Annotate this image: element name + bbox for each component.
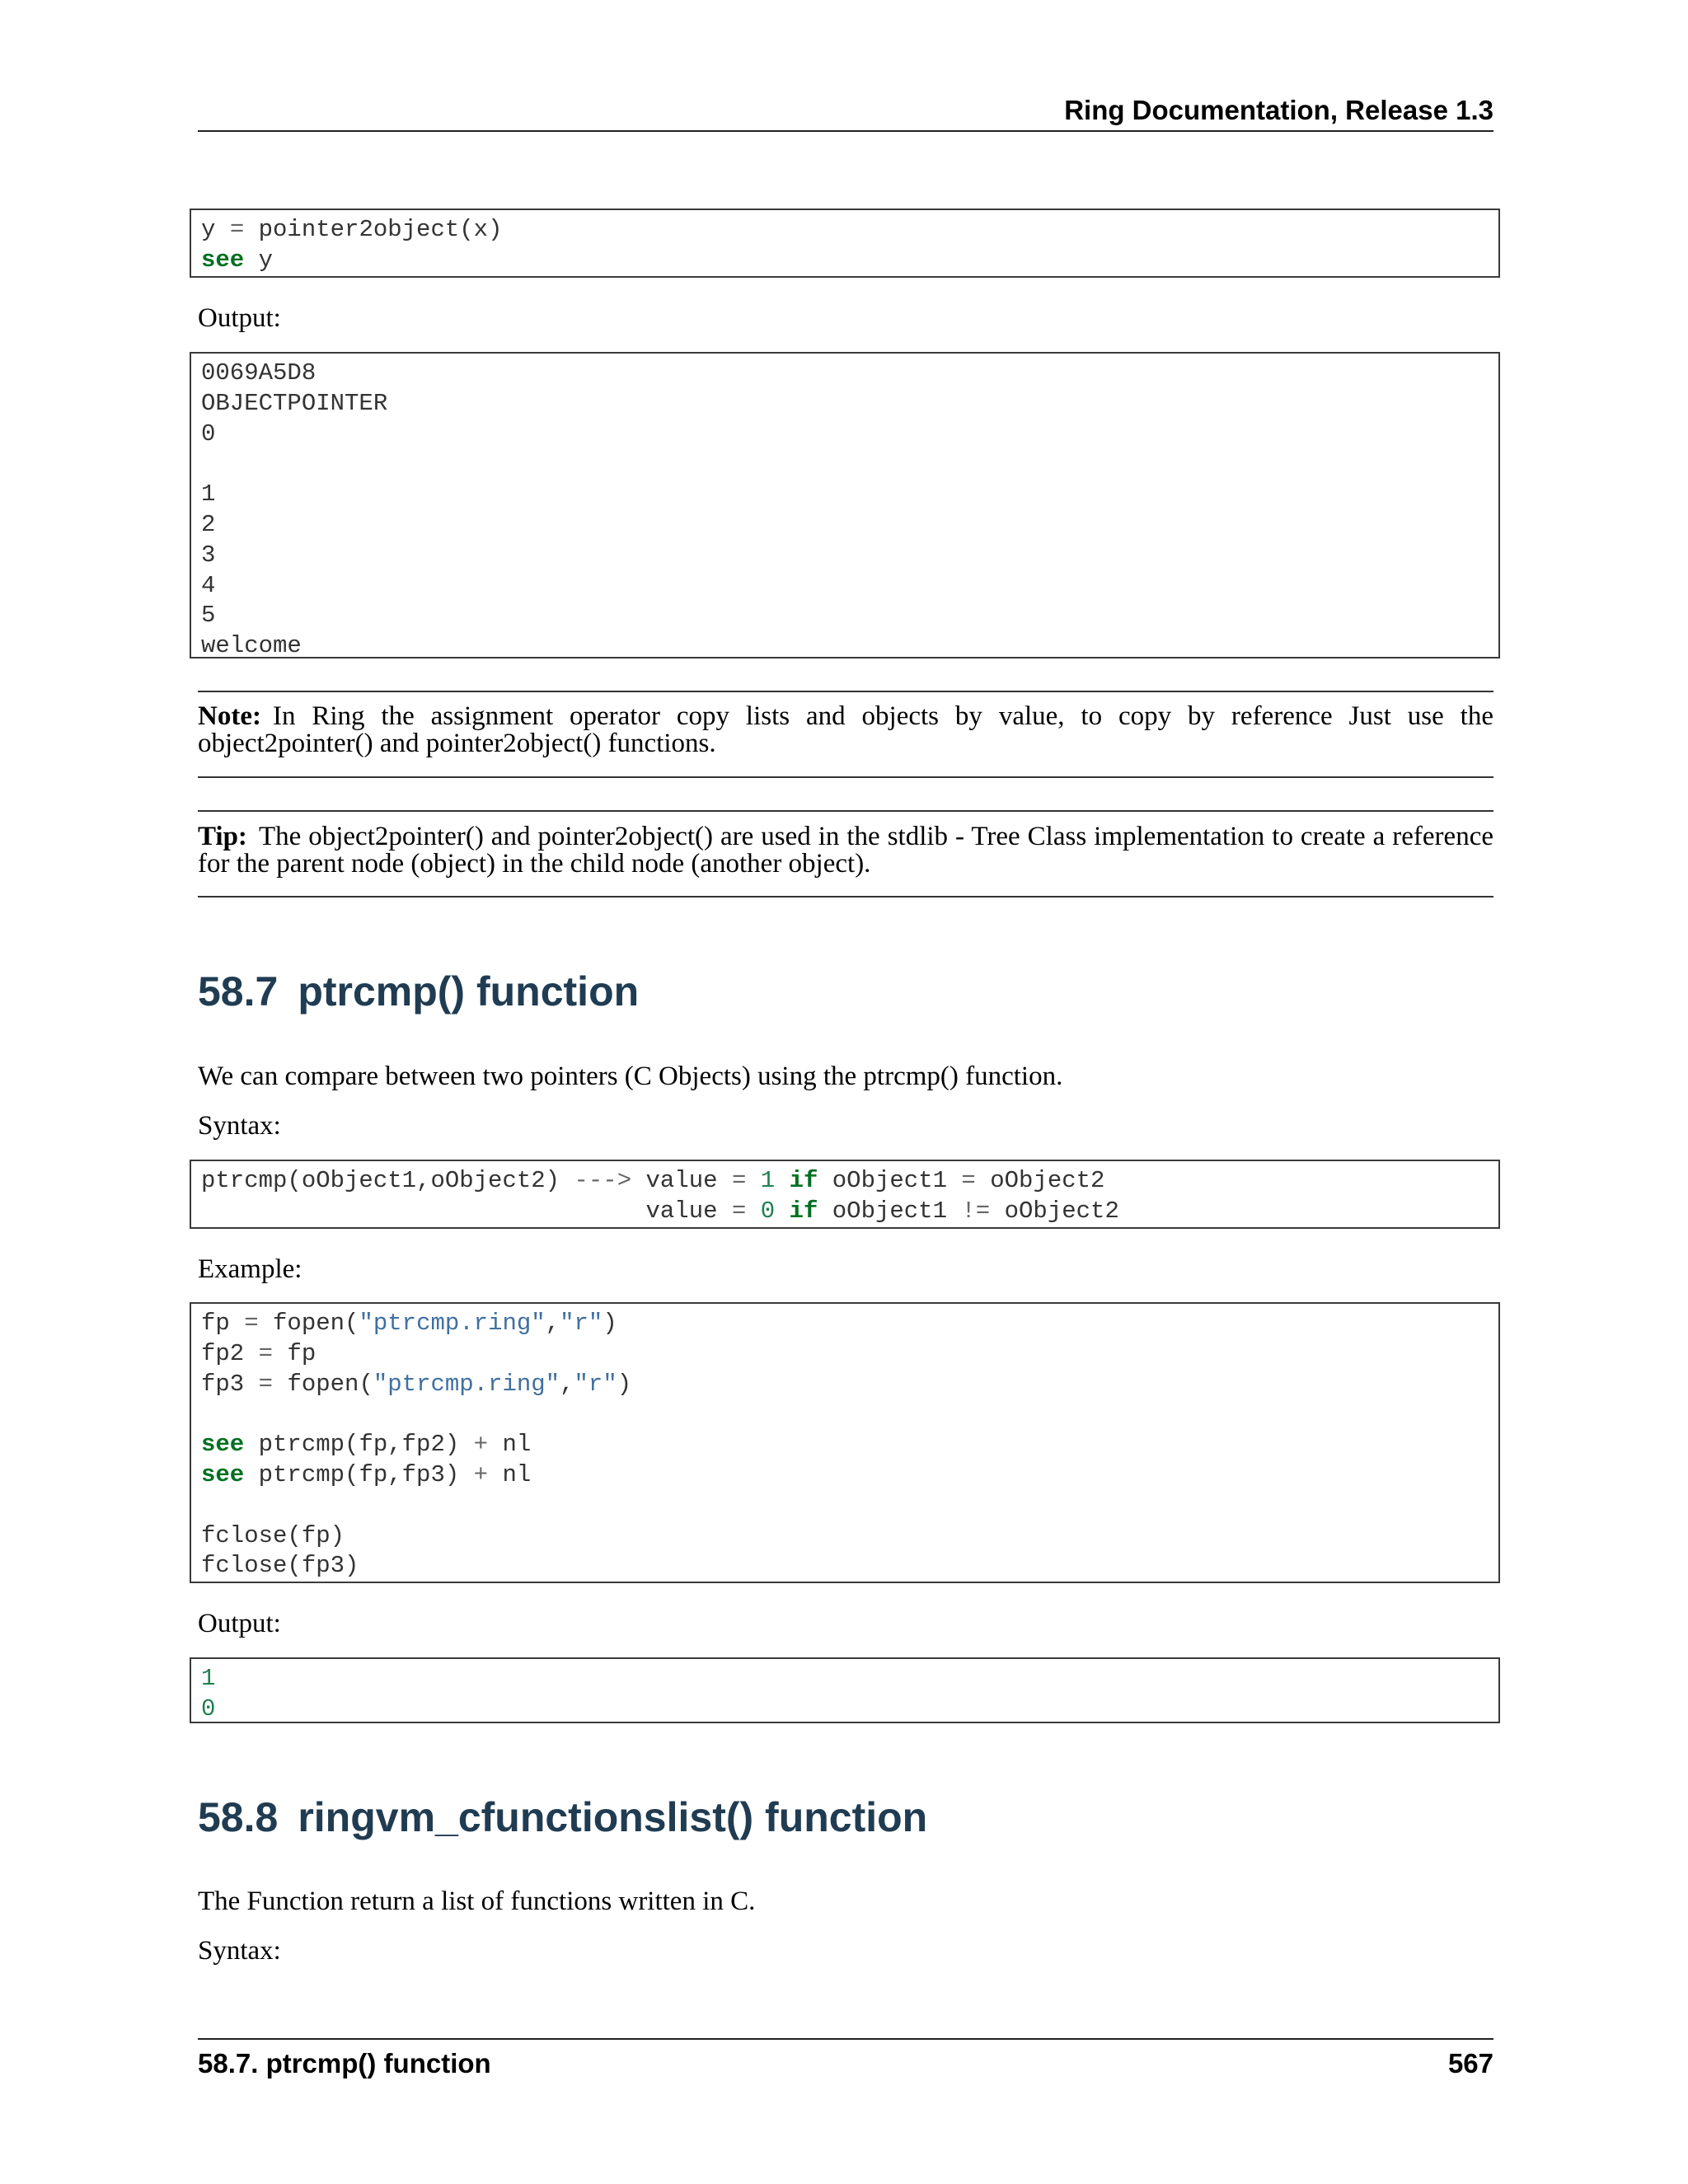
tip-label: Tip: — [198, 822, 247, 851]
note-top-rule — [198, 691, 1493, 692]
output-line: 1 — [201, 480, 216, 509]
code-block-ptrcmp-syntax — [190, 1160, 1500, 1229]
code-line: value = 0 if oObject1 != oObject2 — [645, 1197, 1119, 1225]
paragraph-function-return: The Function return a list of functions written in C. — [198, 1886, 756, 1916]
code-line: fclose(fp) — [201, 1521, 345, 1549]
output-block-1 — [190, 352, 1500, 658]
section-heading-58-8: 58.8 ringvm_cfunctionslist() function — [198, 1794, 928, 1840]
syntax-label: Syntax: — [198, 1111, 281, 1141]
output-line: 4 — [201, 571, 216, 599]
note-label: Note: — [198, 701, 261, 731]
code-line: fp = fopen("ptrcmp.ring","r") — [201, 1310, 617, 1337]
output-block-2 — [190, 1657, 1500, 1723]
page-number: 567 — [1447, 2048, 1493, 2079]
output-label: Output: — [198, 1609, 281, 1638]
code-line: fclose(fp3) — [201, 1552, 359, 1580]
code-line: fp2 = fp — [201, 1339, 316, 1367]
syntax-label: Syntax: — [198, 1936, 281, 1966]
code-block-ptrcmp-example — [190, 1302, 1500, 1583]
header-divider — [198, 130, 1493, 132]
code-line: ptrcmp(oObject1,oObject2) ---> value = 1 if oObject1 = oObject2 — [201, 1167, 1105, 1194]
code-line: see y — [201, 246, 274, 274]
running-header-title: Ring Documentation, Release 1.3 — [1064, 95, 1493, 125]
code-line: fp3 = fopen("ptrcmp.ring","r") — [201, 1370, 632, 1398]
output-line: 0 — [201, 419, 216, 448]
note-bottom-rule — [198, 776, 1493, 778]
code-line: y = pointer2object(x) — [201, 216, 503, 243]
output-line: 5 — [201, 602, 216, 630]
tip-top-rule — [198, 810, 1493, 812]
section-heading-58-7: 58.7 ptrcmp() function — [198, 968, 640, 1015]
output-line: OBJECTPOINTER — [201, 389, 388, 417]
paragraph-compare-pointers: We can compare between two pointers (C Objects) using the ptrcmp() function. — [198, 1062, 1063, 1091]
output-line: 3 — [201, 541, 216, 569]
code-block-pointer2object — [190, 209, 1500, 278]
tip-text: The object2pointer() and pointer2object() are used in the stdlib - Tree Class implementation to create a reference for the parent node (object) in the child node (another object). — [198, 822, 1493, 879]
code-line: see ptrcmp(fp,fp3) + nl — [201, 1460, 532, 1488]
example-label: Example: — [198, 1254, 302, 1284]
tip-bottom-rule — [198, 896, 1493, 898]
footer-divider — [198, 2038, 1493, 2040]
output-label: Output: — [198, 303, 281, 333]
output-line: 1 — [201, 1665, 216, 1692]
tip-admonition — [198, 823, 1493, 878]
output-line: 0 — [201, 1694, 216, 1722]
code-line: see ptrcmp(fp,fp2) + nl — [201, 1431, 532, 1459]
note-admonition — [198, 703, 1493, 757]
output-line: 0069A5D8 — [201, 359, 316, 387]
output-line: welcome — [201, 632, 302, 660]
output-line: 2 — [201, 510, 216, 538]
note-text: In Ring the assignment operator copy lists and objects by value, to copy by reference Just use the object2pointer() and pointer2object() functions. — [198, 701, 1493, 758]
footer-section-title: 58.7. ptrcmp() function — [198, 2048, 491, 2079]
